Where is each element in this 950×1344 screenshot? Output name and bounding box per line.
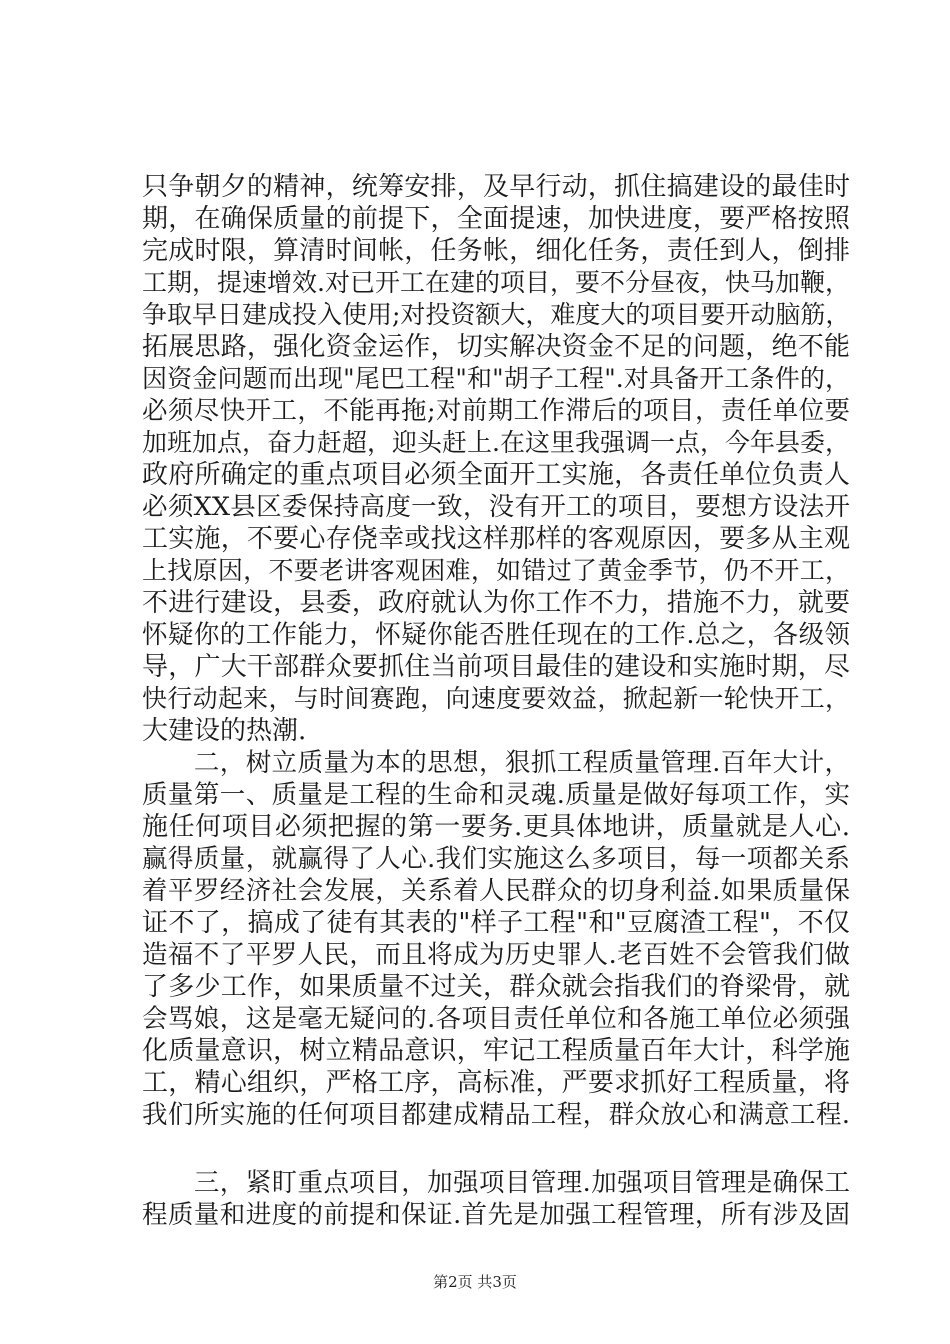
- text-line: 我们所实施的任何项目都建成精品工程，群众放心和满意工程.: [142, 1100, 850, 1130]
- text-line: 快行动起来，与时间赛跑，向速度要效益，掀起新一轮快开工，: [142, 684, 850, 713]
- text-line: 工，精心组织，严格工序，高标准，严要求抓好工程质量，将: [142, 1068, 850, 1098]
- text-line: 加班加点，奋力赶超，迎头赶上.在这里我强调一点，今年县委，: [142, 428, 850, 457]
- text-line: 证不了，搞成了徒有其表的"样子工程"和"豆腐渣工程"，不仅: [142, 908, 850, 938]
- text-line: 不进行建设，县委，政府就认为你工作不力，措施不力，就要: [142, 588, 850, 618]
- text-line: 施任何项目必须把握的第一要务.更具体地讲，质量就是人心.: [142, 812, 850, 842]
- text-line: 上找原因，不要老讲客观困难，如错过了黄金季节，仍不开工，: [142, 556, 850, 585]
- text-line: 质量第一、质量是工程的生命和灵魂.质量是做好每项工作，实: [142, 780, 850, 810]
- text-line: 大建设的热潮.: [142, 716, 307, 746]
- text-line: 二，树立质量为本的思想，狠抓工程质量管理.百年大计，: [142, 748, 850, 778]
- text-line: 因资金问题而出现"尾巴工程"和"胡子工程".对具备开工条件的，: [142, 364, 850, 393]
- paragraph-2: [142, 747, 850, 1131]
- page-number-label: 第2页 共3页: [433, 1273, 517, 1291]
- text-line: 期，在确保质量的前提下，全面提速，加快进度，要严格按照: [142, 204, 850, 234]
- document-body: [142, 171, 850, 1231]
- text-line: 程质量和进度的前提和保证.首先是加强工程管理，所有涉及固: [142, 1200, 850, 1230]
- text-line: 完成时限，算清时间帐，任务帐，细化任务，责任到人，倒排: [142, 236, 850, 266]
- paragraph-1: [142, 171, 850, 747]
- text-line: 拓展思路，强化资金运作，切实解决资金不足的问题，绝不能: [142, 332, 850, 362]
- text-line: 必须XX县区委保持高度一致，没有开工的项目，要想方设法开: [142, 492, 850, 522]
- text-line: 了多少工作，如果质量不过关，群众就会指我们的脊梁骨，就: [142, 972, 850, 1002]
- text-line: 怀疑你的工作能力，怀疑你能否胜任现在的工作.总之，各级领: [142, 620, 850, 650]
- text-line: 会骂娘，这是毫无疑问的.各项目责任单位和各施工单位必须强: [142, 1004, 850, 1034]
- paragraph-gap: [142, 1131, 850, 1167]
- text-line: 工期，提速增效.对已开工在建的项目，要不分昼夜，快马加鞭，: [142, 268, 850, 297]
- text-line: 政府所确定的重点项目必须全面开工实施，各责任单位负责人: [142, 460, 850, 490]
- text-line: 必须尽快开工，不能再拖;对前期工作滞后的项目，责任单位要: [142, 396, 850, 426]
- text-line: 工实施，不要心存侥幸或找这样那样的客观原因，要多从主观: [142, 524, 850, 554]
- text-line: 赢得质量，就赢得了人心.我们实施这么多项目，每一项都关系: [142, 844, 850, 874]
- paragraph-3: [142, 1167, 850, 1231]
- text-line: 导，广大干部群众要抓住当前项目最佳的建设和实施时期，尽: [142, 652, 850, 682]
- text-line: 只争朝夕的精神，统筹安排，及早行动，抓住搞建设的最佳时: [142, 172, 850, 202]
- text-line: 着平罗经济社会发展，关系着人民群众的切身利益.如果质量保: [142, 876, 850, 906]
- text-line: 化质量意识，树立精品意识，牢记工程质量百年大计，科学施: [142, 1036, 850, 1066]
- text-line: 造福不了平罗人民，而且将成为历史罪人.老百姓不会管我们做: [142, 940, 850, 970]
- text-line: 争取早日建成投入使用;对投资额大，难度大的项目要开动脑筋，: [142, 300, 851, 329]
- text-line: 三，紧盯重点项目，加强项目管理.加强项目管理是确保工: [142, 1168, 850, 1198]
- page-footer: [0, 1272, 950, 1292]
